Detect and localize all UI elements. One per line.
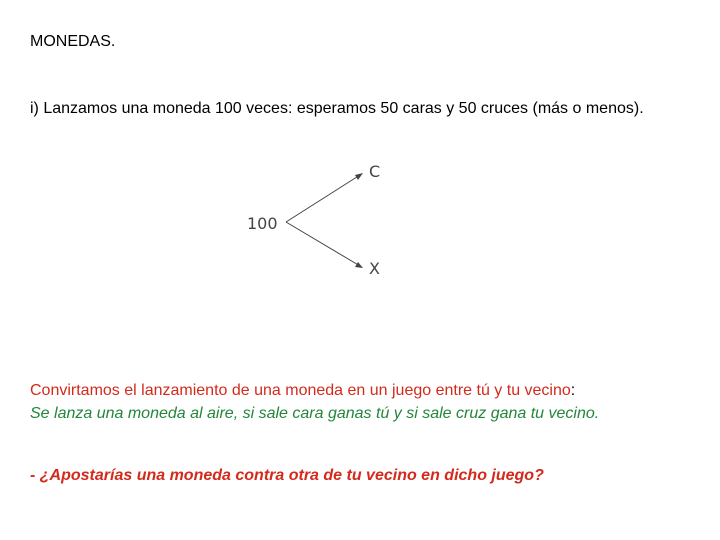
arrowhead-bottom-icon bbox=[355, 262, 363, 268]
page-title: MONEDAS. bbox=[30, 33, 116, 50]
coin-tree-svg bbox=[240, 155, 400, 285]
game-intro-colon: : bbox=[570, 382, 576, 399]
diagram-tails-label: X bbox=[369, 259, 380, 278]
intro-paragraph: i) Lanzamos una moneda 100 veces: esperamos 50 caras y 50 cruces (más o menos). bbox=[30, 100, 644, 117]
diagram-root-label: 100 bbox=[247, 214, 278, 233]
game-intro-line bbox=[30, 380, 690, 401]
arrowhead-top-icon bbox=[355, 173, 363, 180]
diagram-heads-label: C bbox=[369, 162, 381, 181]
question-text: - ¿Apostarías una moneda contra otra de tu vecino en dicho juego? bbox=[30, 467, 544, 484]
game-rule-text: Se lanza una moneda al aire, si sale cara ganas tú y si sale cruz gana tu vecino. bbox=[30, 405, 600, 422]
coin-tree-diagram bbox=[240, 155, 400, 285]
branch-line-top bbox=[286, 175, 360, 222]
game-intro-text: Convirtamos el lanzamiento de una moneda en un juego entre tú y tu vecino bbox=[30, 382, 571, 399]
branch-line-bottom bbox=[286, 222, 360, 266]
